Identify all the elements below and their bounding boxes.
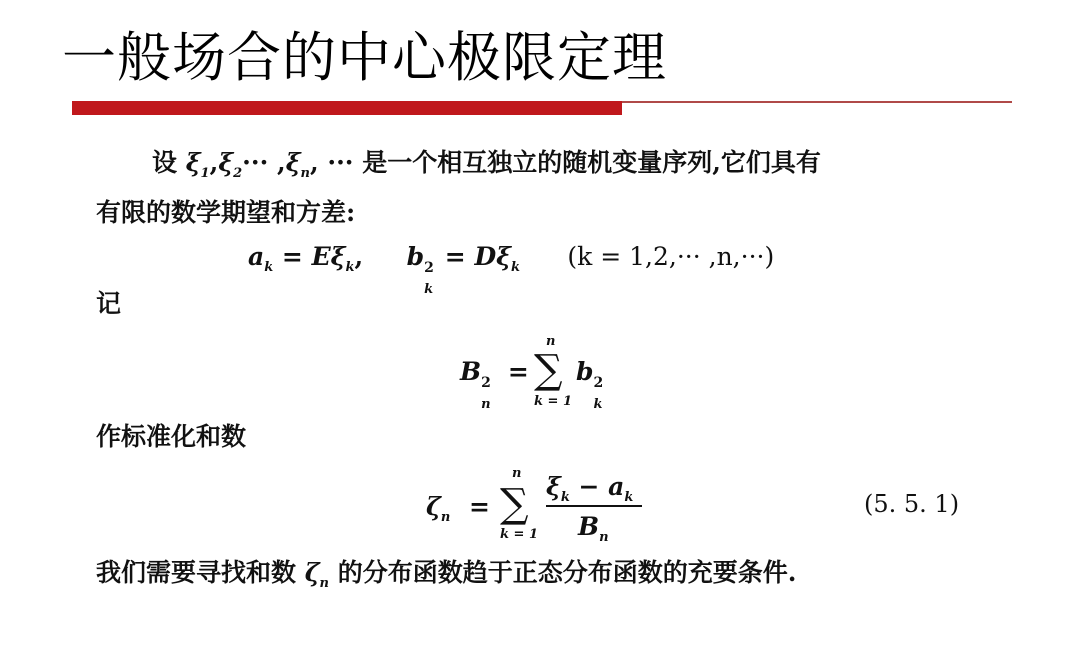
text-line-1 [152, 146, 821, 191]
sum1-lower: k = 1 [534, 394, 572, 409]
equation-1 [248, 240, 775, 297]
eq3-den-B: B [578, 512, 600, 541]
eq2-b: b [576, 357, 594, 386]
eq3-num-xi-sub: k [560, 490, 570, 505]
sum1-symbol: ∑ [534, 347, 563, 393]
slide-title: 一般场合的中心极限定理 [62, 26, 667, 89]
eq1-a: a [248, 242, 265, 271]
eq3-numerator [546, 470, 633, 515]
eq1-comma: , [354, 242, 364, 271]
eq2-B: B [460, 357, 482, 386]
eq1-b: b [406, 242, 425, 271]
last-zeta: ζ [304, 558, 320, 587]
text-last-line [96, 556, 796, 601]
dots-1: ··· , [242, 148, 286, 177]
fraction-bar [546, 505, 642, 507]
eq1-xi2-sub: k [510, 260, 520, 275]
sum2-symbol: ∑ [500, 481, 529, 527]
eq2-b-sub: k [593, 397, 603, 412]
xi-subscript-1: 1 [200, 166, 210, 181]
sum2-lower: k = 1 [500, 527, 538, 542]
eq3-zeta: ζ [426, 492, 441, 521]
eq3-den-sub: n [599, 530, 609, 545]
last-zeta-sub: n [319, 576, 329, 591]
eq2-rhs [576, 355, 605, 412]
xi-subscript-n: n [300, 166, 310, 181]
eq2-B-sub: n [481, 397, 491, 412]
sum1-upper: n [546, 334, 556, 349]
eq3-num-rest: − a [569, 472, 625, 501]
xi-symbol-1: ξ [185, 148, 201, 177]
line1-prefix: 设 [152, 148, 178, 177]
text-line-2: 有限的数学期望和方差: [96, 198, 356, 227]
text-ji: 记 [96, 289, 122, 318]
xi-symbol-n: ξ [285, 148, 301, 177]
eq3-num-rest-sub: k [624, 490, 634, 505]
eq3-denominator [578, 510, 609, 555]
equation-2 [460, 355, 529, 412]
sum2-upper: n [512, 466, 522, 481]
eq3-num-xi: ξ [546, 472, 561, 501]
eq1-xi-sub: k [345, 260, 355, 275]
eq2-B-sup: 2 [481, 375, 491, 391]
xi-symbol-2: ξ [218, 148, 234, 177]
equation-3 [426, 490, 490, 535]
eq1-b-sup: 2 [424, 260, 434, 276]
eq1-a-sub: k [264, 260, 274, 275]
eq1-mid: = Eξ [273, 242, 346, 271]
last-suffix: 的分布函数趋于正态分布函数的充要条件. [337, 558, 797, 587]
eq1-b-sub: k [424, 282, 434, 297]
eq3-zeta-sub: n [440, 510, 451, 525]
sep-1: , [209, 148, 219, 177]
xi-subscript-2: 2 [233, 166, 243, 181]
title-underline-thin [622, 101, 1012, 103]
eq2-b-sup: 2 [593, 375, 604, 391]
text-standardize: 作标准化和数 [96, 422, 247, 451]
equation-number: (5. 5. 1) [864, 490, 960, 518]
eq1-mid2: = Dξ [436, 242, 511, 271]
eq1-range: (k = 1,2,··· ,n,···) [567, 242, 775, 271]
eq2-eq: = [507, 357, 529, 386]
line1-rest: , ··· 是一个相互独立的随机变量序列,它们具有 [309, 148, 821, 177]
title-underline-red [72, 101, 622, 115]
eq3-eq: = [468, 492, 490, 521]
last-prefix: 我们需要寻找和数 [96, 558, 297, 587]
